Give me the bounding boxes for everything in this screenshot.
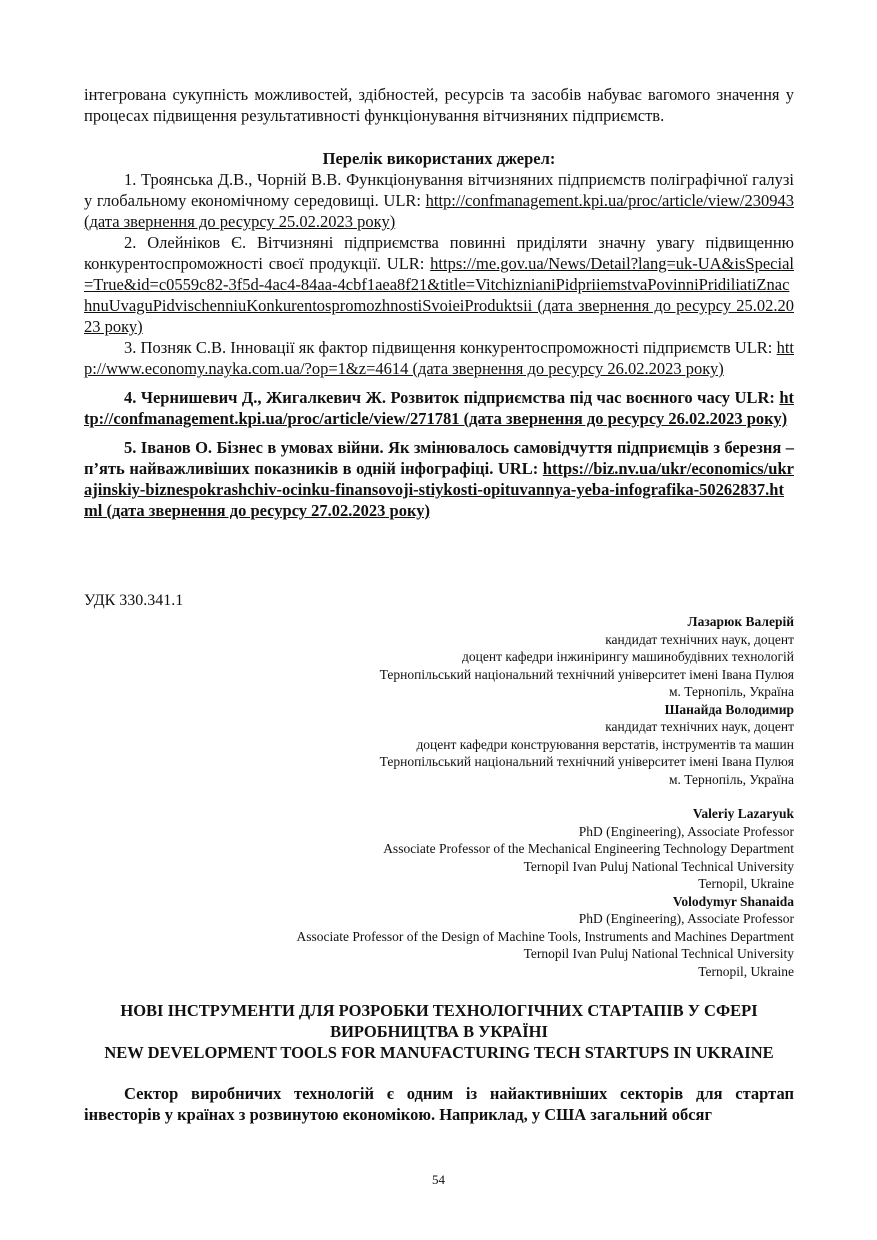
author-position: Associate Professor of the Mechanical Engineering Technology Department bbox=[383, 841, 794, 856]
author-university: Тернопільський національний технічний університет імені Івана Пулюя bbox=[379, 754, 794, 769]
page-content bbox=[84, 84, 794, 1125]
intro-paragraph: інтегрована сукупність можливостей, здібностей, ресурсів та засобів набуває вагомого значення у процесах підвищення результативності функціонування вітчизняних підприємств. bbox=[84, 85, 794, 125]
references-title: Перелік використаних джерел: bbox=[322, 149, 556, 168]
page-number: 54 bbox=[432, 1172, 445, 1187]
author-university: Ternopil Ivan Puluj National Technical University bbox=[523, 946, 794, 961]
author-block bbox=[84, 893, 794, 981]
author-degree: кандидат технічних наук, доцент bbox=[605, 719, 794, 734]
author-name: Шанайда Володимир bbox=[664, 701, 794, 717]
author-degree: кандидат технічних наук, доцент bbox=[605, 631, 794, 647]
references-list bbox=[84, 169, 794, 521]
reference-item bbox=[84, 437, 794, 521]
author-city: Ternopil, Ukraine bbox=[698, 963, 794, 979]
author-block bbox=[84, 613, 794, 701]
author-degree: PhD (Engineering), Associate Professor bbox=[578, 823, 794, 839]
article-title-uk: НОВІ ІНСТРУМЕНТИ ДЛЯ РОЗРОБКИ ТЕХНОЛОГІЧНИХ СТАРТАПІВ У СФЕРІ ВИРОБНИЦТВА В УКРАЇНІ bbox=[120, 1001, 758, 1041]
authors-ukrainian bbox=[84, 613, 794, 788]
article-title bbox=[84, 1000, 794, 1063]
article-title-en: NEW DEVELOPMENT TOOLS FOR MANUFACTURING TECH STARTUPS IN UKRAINE bbox=[104, 1043, 774, 1062]
reference-text: 5. Іванов О. Бізнес в умовах війни. Як змінювалось самовідчуття підприємців з березня – п’ять найважливіших показників в одній інфографіці. URL: bbox=[84, 438, 794, 478]
author-block bbox=[84, 805, 794, 893]
reference-link[interactable]: https://me.gov.ua/News/Detail?lang=uk-UA&isSpecial=True&id=c0559c82-3f5d-4ac4-84aa-4cbf1aea8f21&title=VitchiznianiPidpriiemstvaPovinniPridiliatiZnachnuUvaguPidvischenniuKonkurentospromozhnostiSvoieiProduktsii (дата звернення до ресурсу 25.02.2023 року) bbox=[84, 254, 794, 336]
reference-link[interactable]: http://confmanagement.kpi.ua/proc/article/view/230943 (дата звернення до ресурсу 25.02.2023 року) bbox=[84, 191, 794, 231]
reference-text: 2. Олейніков Є. Вітчизняні підприємства повинні приділяти значну увагу підвищенню конкурентоспроможності своєї продукції. ULR: bbox=[84, 233, 794, 273]
reference-text: 3. Позняк С.В. Інновації як фактор підвищення конкурентоспроможності підприємств ULR: bbox=[124, 338, 777, 357]
author-position: Associate Professor of the Design of Machine Tools, Instruments and Machines Department bbox=[296, 928, 794, 944]
author-city: м. Тернопіль, Україна bbox=[668, 684, 794, 699]
reference-item bbox=[84, 337, 794, 379]
article-intro: Сектор виробничих технологій є одним із найактивніших секторів для стартап інвесторів у країнах з розвинутою економікою. Наприклад, у США загальний обсяг bbox=[84, 1084, 794, 1124]
reference-link[interactable]: https://biz.nv.ua/ukr/economics/ukrajinskiy-biznespokrashchiv-ocinku-finansovoji-stiykosti-opituvannya-yeba-infografika-50262837.html (дата звернення до ресурсу 27.02.2023 року) bbox=[84, 459, 794, 520]
author-position: доцент кафедри інжинірингу машинобудівних технологій bbox=[462, 649, 794, 664]
author-name: Volodymyr Shanaida bbox=[672, 893, 794, 909]
author-university: Ternopil Ivan Puluj National Technical University bbox=[523, 858, 794, 874]
reference-text: 1. Троянська Д.В., Чорній В.В. Функціонування вітчизняних підприємств поліграфічної галузі у глобальному економічному середовищі. ULR: bbox=[84, 170, 794, 210]
author-city: м. Тернопіль, Україна bbox=[668, 771, 794, 787]
udc-code: УДК 330.341.1 bbox=[84, 592, 184, 609]
author-name: Лазарюк Валерій bbox=[687, 614, 794, 629]
reference-text: 4. Чернишевич Д., Жигалкевич Ж. Розвиток підприємства під час воєнного часу ULR: bbox=[124, 388, 780, 407]
author-city: Ternopil, Ukraine bbox=[698, 876, 794, 891]
author-name: Valeriy Lazaryuk bbox=[692, 806, 794, 821]
reference-item bbox=[84, 232, 794, 337]
author-block bbox=[84, 701, 794, 789]
reference-item bbox=[84, 387, 794, 429]
author-position: доцент кафедри конструювання верстатів, інструментів та машин bbox=[416, 736, 794, 752]
author-university: Тернопільський національний технічний університет імені Івана Пулюя bbox=[379, 666, 794, 682]
authors-english bbox=[84, 805, 794, 980]
reference-item bbox=[84, 169, 794, 232]
reference-link[interactable]: http://confmanagement.kpi.ua/proc/article/view/271781 (дата звернення до ресурсу 26.02.2023 року) bbox=[84, 388, 794, 428]
author-degree: PhD (Engineering), Associate Professor bbox=[578, 911, 794, 926]
reference-link[interactable]: http://www.economy.nayka.com.ua/?op=1&z=4614 (дата звернення до ресурсу 26.02.2023 року) bbox=[84, 338, 794, 378]
